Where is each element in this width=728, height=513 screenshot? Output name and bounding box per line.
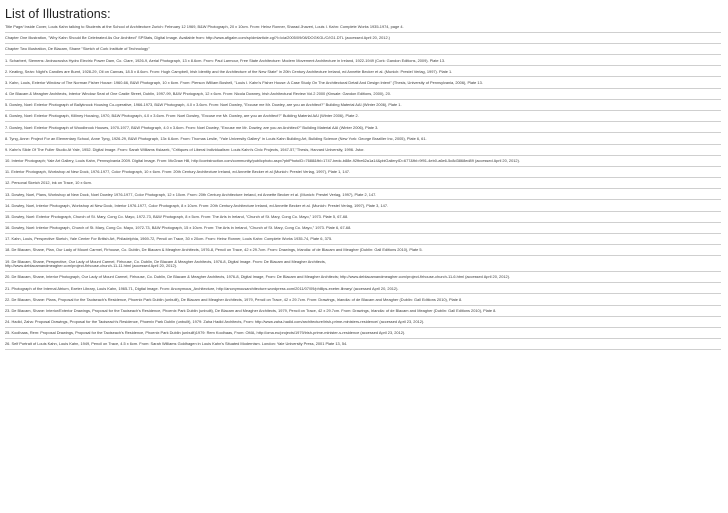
item-divider: [5, 316, 721, 317]
list-item: 25. Koolhaas, Rem: Proposal Drawings, Proposal for the Taoiseach's Residence, Phoenix Park Dublin (unbuilt)1979: Rem Koolhaas, From: OMA, http://oma.eu/projects/1979/irish-prime-minister-s-residence (accessed April 23, 2012).: [5, 330, 406, 336]
list-item: 19. De Blacam, Shane, Perspective, Our Lady of Mount Carmel, Firhouse, Co. Dublin, De Blacam & Meagher Architects, 1976-8, Digital Image. From: De Blacam and Meagher Architects, http://www.deblacamandmeagher.com/project-firhouse-church-11-11.html (accessed April 20, 2012).: [5, 258, 326, 269]
list-item: 8. Tyng, Anne: Project For an Elementary School, Anne Tyng, 1926-29, B&W Photograph, 13x 6.6cm. From: Thomas Leslie, "Yale University Gallery" in Louis Kahn Building Art, Building Science (New York: George Braziller Inc, 2005), Plate 6, 61.: [5, 135, 427, 141]
item-divider: [5, 54, 721, 55]
item-divider: [5, 121, 721, 122]
list-item: 21. Photograph of the Internal Atrium, Exeter Library, Louis Kahn, 1965-71, Digital Image. From: Anonymous_Architecture, http://anonymousarchitecture.wordpress.com/2011/07/09/phillips-exeter-library/ (accessed April 20, 2012).: [5, 285, 399, 291]
item-divider: [5, 110, 721, 111]
list-item: 5. Dowley, Noel: Exterior Photograph of Ballyknock Housing Co-operative, 1966-1973, B&W Photograph, 4.0 x 3.6cm. From: Noel Dowley, "Excuse me Mr. Dowley, are you an Architect?" Building Material AAI (Winter 2006), Plate 1.: [5, 102, 402, 108]
list-item: 20. De Blacam, Shane, Interior Photograph, Our Lady of Mount Carmel, Firhouse, Co. Dublin, De Blacam & Meagher Architects, 1976-8, Digital Image, From: De Blacam and Meagher Architects; http://www.deblacamandmeagher.com/project-firhouse-church-11-6.html (accessed April 20, 2012).: [5, 274, 511, 280]
list-item: 23. De Blacam, Shane: Interior/Exterior Drawings, Proposal for the Taoiseach's Residence, Phoenix Park Dublin (unbuilt), De Blacam and Meagher Architects, 1979, Pencil on Trace, 42 x 29.7cm. From: Drawings, Irlandia: of de Blacam and Meagher (Dublin: Gall Editions 2010), Plate 8.: [5, 307, 497, 313]
list-item: 7. Dowley, Noel: Exterior Photograph of Woodbrook Houses, 1970-1977, B&W Photograph, 4.0 x 3.6cm. From: Noel Dowley, "Excuse me Mr. Dowley, are you an Architect?" Building Material AAI (Winter 2006), Plate 3.: [5, 124, 379, 130]
list-item: 12. Personal Sketch 2012, ink on Trace, 10 x 6cm.: [5, 180, 92, 186]
list-item: 22. De Blacam, Shane: Plans, Proposal for the Taoiseach's Residence, Phoenix Park Dublin (unbuilt), De Blacam and Meagher Architects, 1979, Pencil on Trace, 42 x 29.7cm. From: Drawings, Irlandia: of de Blacam and Meagher (Dublin: Gall Editions 2010), Plate 8.: [5, 296, 463, 302]
list-item: 26. Self Portrait of Louis Kahn, Louis Kahn, 1949, Pencil on Trace, 4.5 x 6cm. From: Sarah Williams Goldhagen in Louis Kahn's Situated Modernism. London: Yale University Press, 2001 Plate 13, 54.: [5, 341, 348, 347]
item-divider: [5, 88, 721, 89]
list-item: 24. Hadid, Zaha: Proposal Drawings, Proposal for the Taoiseach's Residence, Phoenix Park Dublin (unbuilt), 1979: Zaha Hadid Architects, From: http://www.zaha-hadid.com/architecture/irish-prime-ministers-residence/ (accessed April 23, 2012).: [5, 319, 425, 325]
item-divider: [5, 327, 721, 328]
list-item: 17. Kahn, Louis, Perspective Sketch, Yale Center For British Art, Philadelphia, 1969-72, Pencil on Trace, 30 x 20cm. From: Heinz Ronner, Louis Kahn: Complete Works 1935-74, Plate 6, 375.: [5, 236, 333, 242]
list-item: Chapter Two Illustration, De Blacam, Shane "Sketch of Cork Institute of Technology": [5, 46, 150, 52]
item-divider: [5, 76, 721, 77]
list-item: 14. Dowley, Noel, Interior Photograph, Workshop at New Dock, Interior 1976-1977, Color Photograph, 8 x 10cm. From: 20th Century Architecture Ireland, ed Annette Becker et al. (Munich: Prestel Verlag, 1997), Plate 3, 147.: [5, 202, 389, 208]
page-title: List of Illustrations:: [5, 7, 111, 21]
item-divider: [5, 132, 721, 133]
item-divider: [5, 338, 721, 339]
item-divider: [5, 43, 721, 44]
list-item: 16. Dowley, Noel: Interior Photograph, Church of St. Mary, Cong Co. Mayo, 1972-73, B&W Photograph, 15 x 10cm. From: The Arts in Ireland, "Church of St. Mary, Cong Co. Mayo," 1973. Plate 6, 67-68.: [5, 225, 352, 231]
illustration-list: [5, 25, 721, 350]
item-divider: [5, 144, 721, 145]
list-item: 1. Scharbert, Siemens: Ardnacrusha Hydro Electric Power Dam, Co. Clare, 1926-9, Aerial Photograph, 13 x 8.6cm. From: Paul Larmour, Free State Architecture: Modern Movement Architecture in Ireland, 1922-1949 (Cork: Gandon Editions, 2009). Plate 13.: [5, 57, 446, 63]
item-divider: [5, 199, 721, 200]
list-item: 13. Dowley, Noel, Plans, Workshop at New Dock, Noel Dowley 1976-1977, Color Photograph, 12 x 10cm. From: 20th Century Architecture Ireland, ed Annette Becker et al. (Munich: Prestel Verlag, 1997), Plate 2, 147.: [5, 191, 377, 197]
list-item: 6. Dowley, Noel: Exterior Photograph, Killiney Housing, 1970, B&W Photograph, 4.0 x 3.6cm. From: Noel Dowley, "Excuse me Mr. Dowley, are you an Architect?" Building Material AAI (Winter 2006), Plate 2.: [5, 113, 359, 119]
item-divider: [5, 99, 721, 100]
list-item: 10. Interior Photograph; Yale Art Gallery, Louis Kahn, Pennsylvania 2009. Digital Image. From: McGraw Hill, http://contstruction.com/community/publicphoto.aspx?pbiPhotoID=7688&fbl=1747-bedc-b88e-92fbe62a1a14&pbiGalleryID=677&fbl=9f91-4eb0-a6e6-5c8d3868ed89 (accessed April 20, 2012).: [5, 158, 520, 164]
item-divider: [5, 155, 721, 156]
item-divider: [5, 32, 721, 33]
item-divider: [5, 349, 721, 350]
list-item: 4. De Blacam & Meagher Architects, Interior Window Seat of One Castle Street, Dublin, 1997-99, B&W Photograph, 12 x 6cm. From: Nicola Downey, Irish Architectural Review Vol.2 2000 (Kinsale: Gandon Editions, 2000), 20.: [5, 91, 391, 97]
item-divider: [5, 271, 721, 272]
item-divider: [5, 222, 721, 223]
list-item: Chapter One Illustration, "Why Kahn Should Be Celebrated As Our Architect" SPStats, Digital Image. Available from: http://www.afigalm.com/sp/dmlarticle.cgi?l=/cia/2005/09/08/DOGKGL/C/IG1.DTL (accessed April 20, 2012.): [5, 35, 390, 41]
list-item: 9. Kahn's Slide Of The Fuller Studio At Yale, 1952. Digital Image. From: Sarah Williams Ksiazek, "Critiques of Liberal Individualism: Louis Kahn's Civic Projects, 1947-57,"Thesis, Harvard University, 1996. Jstor.: [5, 146, 365, 152]
item-divider: [5, 305, 721, 306]
item-divider: [5, 166, 721, 167]
item-divider: [5, 177, 721, 178]
list-item: 18. De Blacam, Shane, Plan, Our Lady of Mount Carmel, Firhouse, Co. Dublin, De Blacam & Meagher Architects, 1976-8, Pencil on Trace, 42 x 29.7cm. From: Drawings, Irlandia: of de Blacam and Meagher (Dublin: Gall Editions 2010), Plate 5.: [5, 247, 423, 253]
item-divider: [5, 293, 721, 294]
list-item: 3. Kahn, Louis, Exterior Window of The Norman Fisher House: 1960-66, B&W Photograph, 10 x 6cm. From: Pierson William Boshell, "Louis I. Kahn's Fisher House: A Case Study On The Architectural Detail And Design Intent" (Thesis, University of Pennsylvania, 2006), Plate 13.: [5, 79, 483, 85]
item-divider: [5, 65, 721, 66]
item-divider: [5, 244, 721, 245]
list-item: 11. Exterior Photograph, Workshop at New Dock, 1976-1977, Color Photograph, 10 x 6cm. From: 20th Century Architecture Ireland, ed Annette Becker et al (Munich: Prestel Verlag, 1997), Plate 1, 147.: [5, 169, 351, 175]
list-item: 2. Keating, Seán: Night's Candles are Burnt, 1928-29, Oil on Canvas, 18.5 x 8.6cm. From: Hugh Campbell, Irish Identity and the Architecture of the New State" in 20th Century Architecture Ireland, ed Annette Becker et al. (Munich: Prestel Verlag, 1997). Plate 1.: [5, 68, 453, 74]
list-item: 15. Dowley, Noel: Exterior Photograph, Church of St. Mary, Cong Co. Mayo, 1972-73, B&W Photograph, 8 x 5cm. From: The Arts in Ireland, "Church of St. Mary, Cong Co. Mayo," 1973. Plate 5, 67-68.: [5, 213, 349, 219]
item-divider: [5, 255, 721, 256]
list-item: Title Page/ Inside Cover, Louis Kahn talking to Students at the School of Architecture Zurich: February 12 1969, B&W Photograph, 20 x 10cm. From: Heinz Ronner, Sharad Jhaveri, Louis I. Kahn: Complete Works 1935-1974, page 4.: [5, 24, 404, 29]
item-divider: [5, 188, 721, 189]
item-divider: [5, 233, 721, 234]
item-divider: [5, 282, 721, 283]
item-divider: [5, 211, 721, 212]
